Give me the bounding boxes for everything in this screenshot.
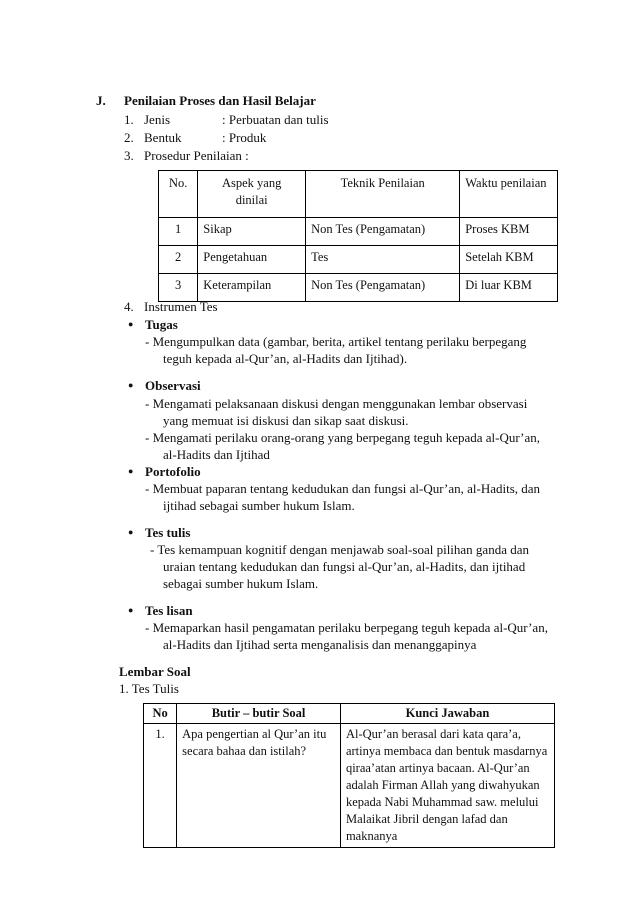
cell: Keterampilan: [198, 274, 306, 302]
header-kunci: Kunci Jawaban: [340, 704, 554, 724]
cell: 1.: [144, 724, 177, 848]
teslisan-title: Tes lisan: [145, 603, 193, 618]
header-aspek: Aspek yang dinilai: [198, 171, 306, 218]
bullet-icon: ●: [128, 466, 134, 476]
cell: 1: [159, 218, 198, 246]
section-title: Penilaian Proses dan Hasil Belajar: [124, 93, 316, 108]
instrumen-num: 4.: [124, 299, 134, 314]
table-row: [159, 274, 558, 302]
table-header-row: [159, 171, 558, 218]
bullet-icon: ●: [128, 605, 134, 615]
tugas-line2: teguh kepada al-Qur’an, al-Hadits dan Ijtihad).: [163, 351, 408, 366]
observasi-b-line2: al-Hadits dan Ijtihad: [163, 447, 270, 462]
bullet-icon: ●: [128, 380, 134, 390]
testulis-title: Tes tulis: [145, 525, 191, 540]
header-no: No: [144, 704, 177, 724]
item-prosedur-label: Prosedur Penilaian :: [144, 148, 249, 163]
teslisan-line2: al-Hadits dan Ijtihad serta menganalisis dan menanggapinya: [163, 637, 477, 652]
table-row: [144, 724, 555, 848]
observasi-title: Observasi: [145, 378, 201, 393]
cell: Tes: [306, 246, 460, 274]
observasi-b-line1: - Mengamati perilaku orang-orang yang berpegang teguh kepada al-Qur’an,: [145, 430, 541, 445]
testulis-line3: sebagai sumber hukum Islam.: [163, 576, 319, 591]
bullet-icon: ●: [128, 319, 134, 329]
header-butir: Butir – butir Soal: [177, 704, 341, 724]
cell: Sikap: [198, 218, 306, 246]
teslisan-line1: - Memaparkan hasil pengamatan perilaku berpegang teguh kepada al-Qur’an,: [145, 620, 548, 635]
header-waktu: Waktu penilaian: [460, 171, 558, 218]
testulis-line2: uraian tentang kedudukan dan fungsi al-Qur’an, al-Hadits, dan ijtihad: [163, 559, 526, 574]
lembar-soal-title: Lembar Soal: [119, 664, 191, 679]
item-jenis-num: 1.: [124, 112, 134, 127]
bullet-icon: ●: [128, 527, 134, 537]
observasi-a-line1: - Mengamati pelaksanaan diskusi dengan menggunakan lembar observasi: [145, 396, 528, 411]
portofolio-line1: - Membuat paparan tentang kedudukan dan fungsi al-Qur’an, al-Hadits, dan: [145, 481, 541, 496]
header-no: No.: [159, 171, 198, 218]
testulis-line1: - Tes kemampuan kognitif dengan menjawab soal-soal pilihan ganda dan: [150, 542, 529, 557]
portofolio-title: Portofolio: [145, 464, 201, 479]
observasi-a-line2: yang memuat isi diskusi dan sikap saat diskusi.: [163, 413, 409, 428]
cell: Setelah KBM: [460, 246, 558, 274]
assessment-table: [158, 170, 558, 302]
cell: Proses KBM: [460, 218, 558, 246]
table-header-row: [144, 704, 555, 724]
table-row: [159, 218, 558, 246]
cell: 2: [159, 246, 198, 274]
lembar-soal-sub: 1. Tes Tulis: [119, 681, 179, 696]
section-letter: J.: [96, 93, 106, 108]
tugas-title: Tugas: [145, 317, 178, 332]
cell: Al-Qur’an berasal dari kata qara’a, artinya membaca dan bentuk masdarnya qiraa’atan artinya bacaan. Al-Qur’an adalah Firman Allah yang diwahyukan kepada Nabi Muhammad saw. melului Malaikat Jibril dengan lafad dan maknanya: [340, 724, 554, 848]
cell: Non Tes (Pengamatan): [306, 274, 460, 302]
header-teknik: Teknik Penilaian: [306, 171, 460, 218]
cell: Pengetahuan: [198, 246, 306, 274]
cell: Apa pengertian al Qur’an itu secara bahaa dan istilah?: [177, 724, 341, 848]
item-bentuk-value: : Produk: [222, 130, 267, 145]
table-row: [159, 246, 558, 274]
item-bentuk-num: 2.: [124, 130, 134, 145]
cell: 3: [159, 274, 198, 302]
portofolio-line2: ijtihad sebagai sumber hukum Islam.: [163, 498, 355, 513]
cell: Di luar KBM: [460, 274, 558, 302]
item-jenis-value: : Perbuatan dan tulis: [222, 112, 329, 127]
item-jenis-label: Jenis: [144, 112, 170, 127]
instrumen-label: Instrumen Tes: [144, 299, 218, 314]
tugas-line1: - Mengumpulkan data (gambar, berita, artikel tentang perilaku berpegang: [145, 334, 527, 349]
item-prosedur-num: 3.: [124, 148, 134, 163]
item-bentuk-label: Bentuk: [144, 130, 182, 145]
question-table: [143, 703, 555, 848]
cell: Non Tes (Pengamatan): [306, 218, 460, 246]
